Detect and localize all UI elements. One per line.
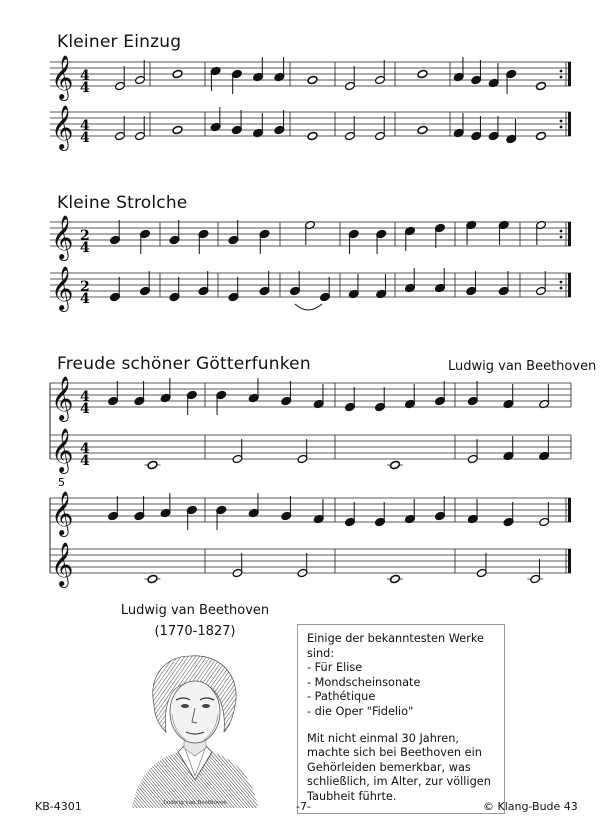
measure-number: 5 [58, 476, 65, 489]
slur [295, 304, 322, 310]
treble-clef-icon: 𝄞 [51, 55, 74, 99]
repeat-dot [560, 281, 563, 284]
note [210, 107, 221, 132]
facts-intro: Einige der bekanntesten Werke sind: [307, 632, 484, 660]
staff [50, 105, 571, 151]
treble-clef-icon: 𝄞 [51, 215, 74, 259]
note [405, 226, 416, 251]
note [134, 381, 145, 406]
note [345, 66, 356, 91]
staff [50, 266, 571, 312]
piece-title-kleiner-einzug: Kleiner Einzug [57, 32, 182, 52]
note [345, 387, 356, 412]
note [140, 229, 151, 254]
note [320, 277, 331, 302]
notehead [417, 69, 428, 78]
bio-name: Ludwig van Beethoven [120, 603, 270, 618]
note [375, 387, 386, 412]
treble-clef-icon: 𝄞 [51, 491, 74, 535]
notehead [172, 125, 183, 134]
note [135, 116, 146, 141]
note [232, 439, 243, 464]
note [274, 110, 285, 135]
note [417, 69, 428, 78]
note [539, 436, 550, 461]
note [140, 271, 151, 296]
works-list-item: - Für Elise [307, 661, 363, 675]
composer-bio [100, 600, 290, 642]
note [375, 60, 386, 85]
note [198, 271, 209, 296]
note [232, 553, 243, 578]
note [471, 60, 482, 85]
note [345, 502, 356, 527]
note [467, 439, 478, 464]
note [248, 378, 259, 403]
note [108, 381, 119, 406]
repeat-dot [560, 76, 563, 79]
note [307, 131, 318, 140]
note [186, 390, 197, 415]
facts-note: Mit nicht einmal 30 Jahren, machte sich bei Beethoven ein Gehörleiden bemerkbar, was schließlich, im Alter, zur völligen Taubheit führte. [307, 731, 491, 803]
note [476, 553, 487, 578]
note [348, 229, 359, 254]
composer-credit: Ludwig van Beethoven [448, 359, 597, 374]
time-sig-top: 4 [80, 389, 90, 405]
note [435, 496, 446, 521]
repeat-dot [560, 236, 563, 239]
notehead [536, 81, 547, 90]
note [417, 125, 428, 134]
note [539, 384, 550, 409]
note [198, 229, 209, 254]
note [453, 57, 464, 82]
staff [50, 491, 571, 537]
note [281, 381, 292, 406]
note [228, 277, 239, 302]
note [506, 69, 517, 94]
note [305, 220, 316, 245]
portrait-caption: Ludwig van Beethoven [163, 800, 227, 806]
note [108, 496, 119, 521]
note [466, 271, 477, 296]
time-sig-top: 2 [80, 228, 90, 244]
note [466, 220, 477, 245]
staff [50, 542, 571, 588]
note [488, 63, 499, 88]
note [281, 496, 292, 521]
note [435, 223, 446, 248]
notehead [417, 125, 428, 134]
note [471, 116, 482, 141]
staff [50, 428, 571, 474]
note [488, 116, 499, 141]
staff [50, 376, 571, 422]
note [405, 384, 416, 409]
note [503, 436, 514, 461]
note [228, 220, 239, 245]
note [169, 277, 180, 302]
note [297, 439, 308, 464]
note [216, 390, 227, 415]
note [435, 381, 446, 406]
repeat-dot [560, 126, 563, 129]
note [536, 81, 547, 90]
repeat-dot [560, 287, 563, 290]
treble-clef-icon: 𝄞 [51, 266, 74, 310]
piece-title-freude: Freude schöner Götterfunken [57, 354, 311, 374]
note [253, 113, 264, 138]
note [259, 229, 270, 254]
note [134, 496, 145, 521]
note [405, 268, 416, 293]
note [186, 505, 197, 530]
note [160, 493, 171, 518]
note [297, 553, 308, 578]
note [274, 57, 285, 82]
note [435, 268, 446, 293]
bio-years: (1770-1827) [154, 624, 236, 639]
facts-box [297, 624, 505, 814]
repeat-dot [560, 230, 563, 233]
notehead [536, 131, 547, 140]
note [216, 505, 227, 530]
note [169, 220, 180, 245]
note [503, 502, 514, 527]
note [536, 220, 547, 245]
treble-clef-icon: 𝄞 [51, 428, 74, 472]
notehead [307, 75, 318, 84]
time-sig-bottom: 4 [80, 130, 90, 146]
note [527, 559, 543, 584]
repeat-dot [560, 120, 563, 123]
time-sig-bottom: 4 [80, 240, 90, 256]
page-number: -7- [296, 800, 311, 813]
note [313, 384, 324, 409]
treble-clef-icon: 𝄞 [51, 105, 74, 149]
notehead [390, 574, 401, 583]
catalog-code: KB-4301 [35, 800, 82, 813]
note [539, 502, 550, 527]
note [348, 274, 359, 299]
time-sig-bottom: 4 [80, 453, 90, 469]
treble-clef-icon: 𝄞 [51, 542, 74, 586]
notehead [307, 131, 318, 140]
note [110, 277, 121, 302]
note [115, 116, 126, 141]
note [467, 499, 478, 524]
time-sig-top: 2 [80, 279, 90, 295]
note [375, 116, 386, 141]
time-sig-top: 4 [80, 118, 90, 134]
note [145, 574, 161, 583]
note [453, 113, 464, 138]
note [135, 60, 146, 85]
note [498, 271, 509, 296]
note [376, 274, 387, 299]
works-list-item: - Pathétique [307, 690, 376, 704]
note [498, 220, 509, 245]
time-sig-bottom: 4 [80, 80, 90, 96]
note [506, 119, 517, 144]
beethoven-portrait [128, 648, 262, 808]
note [467, 381, 478, 406]
note [375, 502, 386, 527]
time-sig-bottom: 4 [80, 401, 90, 417]
note [387, 460, 403, 469]
copyright: © Klang-Bude 43 [483, 800, 578, 813]
note [345, 116, 356, 141]
notehead [172, 69, 183, 78]
note [172, 125, 183, 134]
note [231, 110, 242, 135]
time-sig-bottom: 4 [80, 291, 90, 307]
notehead [390, 460, 401, 469]
note [160, 378, 171, 403]
works-list-item: - die Oper "Fidelio" [307, 704, 414, 718]
note [259, 271, 270, 296]
works-list-item: - Mondscheinsonate [307, 675, 421, 689]
note [405, 499, 416, 524]
note [115, 66, 126, 91]
works-list [307, 661, 495, 719]
time-sig-top: 4 [80, 68, 90, 84]
note [536, 271, 547, 296]
note [503, 384, 514, 409]
repeat-dot [560, 70, 563, 73]
notehead [147, 574, 158, 583]
time-signatures [80, 68, 90, 469]
note [536, 131, 547, 140]
note [387, 574, 403, 583]
note [248, 493, 259, 518]
note [172, 69, 183, 78]
note [376, 229, 387, 254]
note [253, 57, 264, 82]
note [307, 75, 318, 84]
note [290, 271, 301, 296]
treble-clef-icon: 𝄞 [51, 376, 74, 420]
note [210, 66, 221, 91]
note [313, 499, 324, 524]
note [110, 220, 121, 245]
notehead [147, 460, 158, 469]
note [231, 69, 242, 94]
note [145, 460, 161, 469]
piece-title-kleine-strolche: Kleine Strolche [57, 193, 188, 213]
time-sig-top: 4 [80, 441, 90, 457]
